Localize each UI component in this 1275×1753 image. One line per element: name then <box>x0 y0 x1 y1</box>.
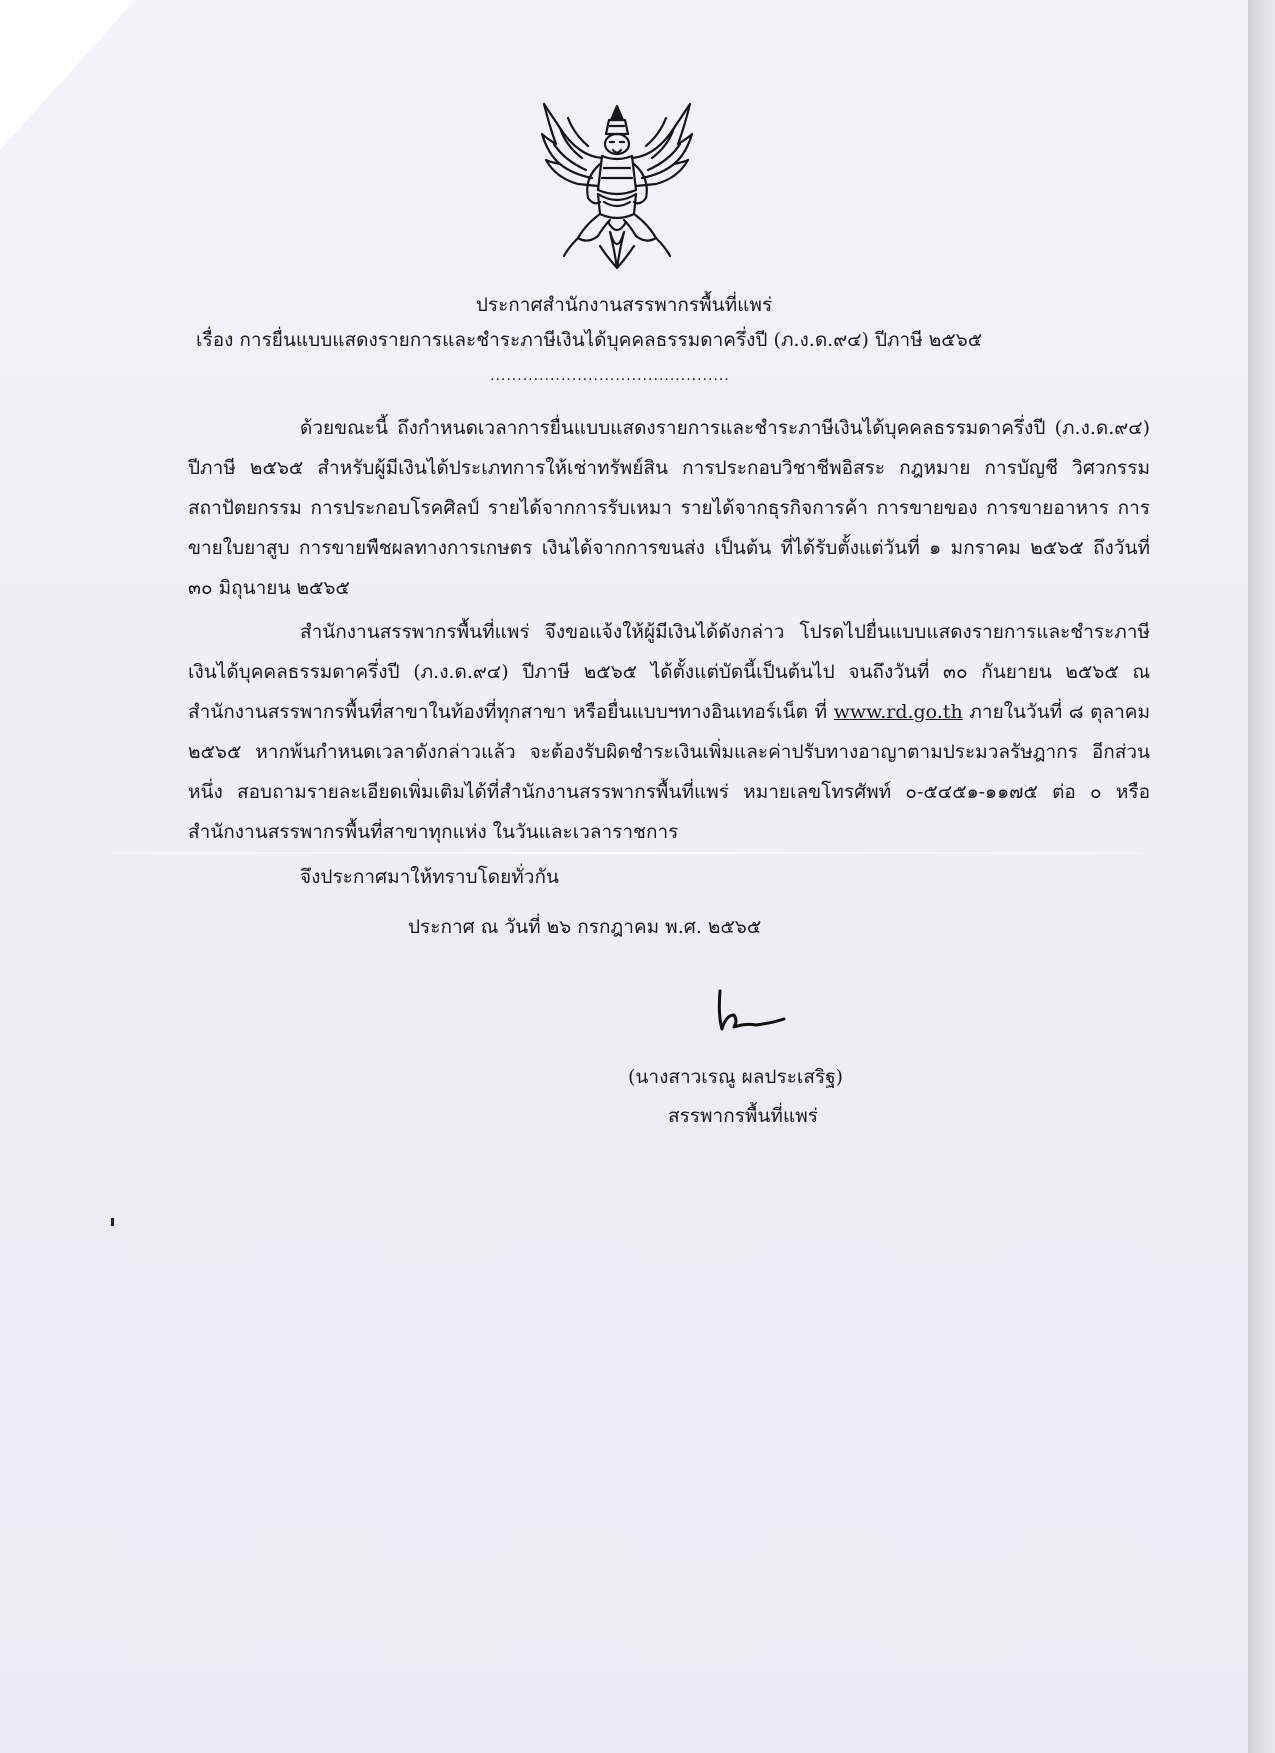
paper-fold <box>0 852 1248 854</box>
announcement-subject: เรื่อง การยื่นแบบแสดงรายการและชำระภาษีเงินได้บุคคลธรรมดาครึ่งปี (ภ.ง.ด.๙๔) ปีภาษี ๒๕๖๕ <box>196 329 983 351</box>
paragraph-2 <box>188 612 1150 852</box>
website-link[interactable]: www.rd.go.th <box>833 701 963 723</box>
ink-speck <box>111 1218 114 1226</box>
page-edge-shadow <box>1248 0 1275 1753</box>
garuda-emblem <box>538 98 696 276</box>
announcement-title: ประกาศสำนักงานสรรพากรพื้นที่แพร่ <box>475 294 773 316</box>
date-line: ประกาศ ณ วันที่ ๒๖ กรกฎาคม พ.ศ. ๒๕๖๕ <box>408 916 762 938</box>
paragraph-2-part-1: สำนักงานสรรพากรพื้นที่แพร่ จึงขอแจ้งให้ผู้มีเงินได้ดังกล่าว โปรดไปยื่นแบบแสดงรายการและชำระภาษีเงินได้บุคคลธรรมดาครึ่งปี (ภ.ง.ด.๙๔) ปีภาษี ๒๕๖๕ ได้ตั้งแต่บัดนี้เป็นต้นไป จนถึงวันที่ ๓๐ กันยายน ๒๕๖๕ ณ สำนักงานสรรพากรพื้นที่สาขาในท้องที่ทุกสาขา หรือยื่นแบบฯทางอินเทอร์เน็ต ที่ <box>188 621 1150 723</box>
paragraph-2-part-2: ภายในวันที่ ๘ ตุลาคม ๒๕๖๕ หากพ้นกำหนดเวลาดังกล่าวแล้ว จะต้องรับผิดชำระเงินเพิ่มและค่าปรับทางอาญาตามประมวลรัษฎากร อีกส่วนหนึ่ง สอบถามรายละเอียดเพิ่มเติมได้ที่สำนักงานสรรพากรพื้นที่แพร่ หมายเลขโทรศัพท์ ๐-๕๔๕๑-๑๑๗๕ ต่อ ๐ หรือสำนักงานสรรพากรพื้นที่สาขาทุกแห่ง ในวันและเวลาราชการ <box>188 701 1151 843</box>
signer-name: (นางสาวเรณู ผลประเสริฐ) <box>628 1066 844 1088</box>
separator-dots: ............................................ <box>490 368 730 384</box>
signature <box>712 985 792 1045</box>
signer-position: สรรพากรพื้นที่แพร่ <box>668 1105 818 1127</box>
closing-line: จึงประกาศมาให้ทราบโดยทั่วกัน <box>300 866 559 888</box>
paragraph-1: ด้วยขณะนี้ ถึงกำหนดเวลาการยื่นแบบแสดงรายการและชำระภาษีเงินได้บุคคลธรรมดาครึ่งปี (ภ.ง.ด.๙๔) ปีภาษี ๒๕๖๕ สำหรับผู้มีเงินได้ประเภทการให้เช่าทรัพย์สิน การประกอบวิชาชีพอิสระ กฎหมาย การบัญชี วิศวกรรม สถาปัตยกรรม การประกอบโรคศิลป์ รายได้จากการรับเหมา รายได้จากธุรกิจการค้า การขายของ การขายอาหาร การขายใบยาสูบ การขายพืชผลทางการเกษตร เงินได้จากการขนส่ง เป็นต้น ที่ได้รับตั้งแต่วันที่ ๑ มกราคม ๒๕๖๕ ถึงวันที่ ๓๐ มิถุนายน ๒๕๖๕ <box>188 417 1150 599</box>
folded-corner <box>0 0 135 150</box>
